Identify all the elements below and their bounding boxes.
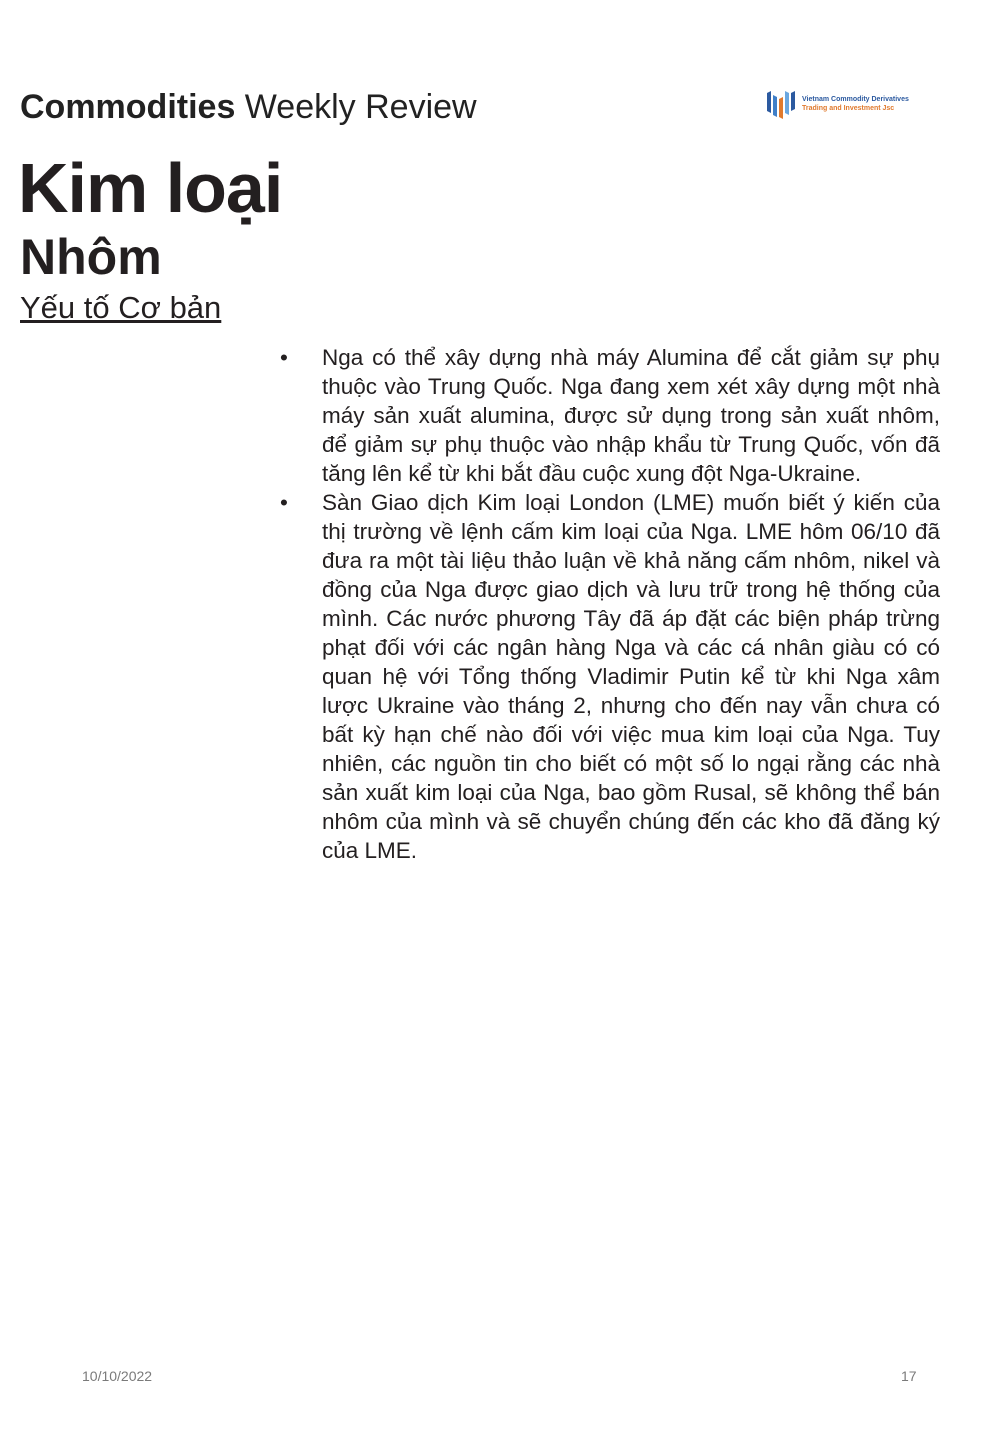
company-logo-icon xyxy=(765,87,799,121)
page-title: Kim loại xyxy=(18,149,283,227)
bullet-text: Sàn Giao dịch Kim loại London (LME) muốn biết ý kiến của thị trường về lệnh cấm kim loại của Nga. LME hôm 06/10 đã đưa ra một tài liệu thảo luận về khả năng cấm nhôm, nikel và đồng của Nga được giao dịch và lưu trữ trong hệ thống của mình. Các nước phương Tây đã áp đặt các biện pháp trừng phạt đối với các ngân hàng Nga và các cá nhân giàu có có quan hệ với Tổng thống Vladimir Putin kể từ khi Nga xâm lược Ukraine vào tháng 2, nhưng cho đến nay vẫn chưa có bất kỳ hạn chế nào đối với việc mua kim loại của Nga. Tuy nhiên, các nguồn tin cho biết có một số lo ngại rằng các nhà sản xuất kim loại của Nga, bao gồm Rusal, sẽ không thể bán nhôm của mình và sẽ chuyển chúng đến các kho đã đăng ký của LME. xyxy=(322,490,940,863)
bullet-list xyxy=(280,343,940,865)
page-subtitle: Nhôm xyxy=(20,229,162,285)
report-header-rest: Weekly Review xyxy=(235,88,477,126)
report-header-bold: Commodities xyxy=(20,88,236,126)
bullet-text: Nga có thể xây dựng nhà máy Alumina để cắt giảm sự phụ thuộc vào Trung Quốc. Nga đang xem xét xây dựng một nhà máy sản xuất alumina, được sử dụng trong sản xuất nhôm, để giảm sự phụ thuộc vào nhập khẩu từ Trung Quốc, vốn đã tăng lên kể từ khi bắt đầu cuộc xung đột Nga-Ukraine. xyxy=(322,345,940,486)
company-logo-text xyxy=(802,95,909,113)
company-logo-line2: Trading and Investment Jsc xyxy=(802,105,895,112)
page-number: 17 xyxy=(901,1368,917,1384)
section-heading: Yếu tố Cơ bản xyxy=(20,290,222,325)
bullet-item xyxy=(280,488,940,865)
bullet-dot-icon: • xyxy=(280,345,288,370)
company-logo-line1: Vietnam Commodity Derivatives xyxy=(802,96,909,103)
report-header xyxy=(20,88,477,127)
bullet-dot-icon: • xyxy=(280,490,288,515)
footer-date: 10/10/2022 xyxy=(82,1368,153,1384)
bullet-item xyxy=(280,343,940,488)
company-logo xyxy=(765,87,909,121)
